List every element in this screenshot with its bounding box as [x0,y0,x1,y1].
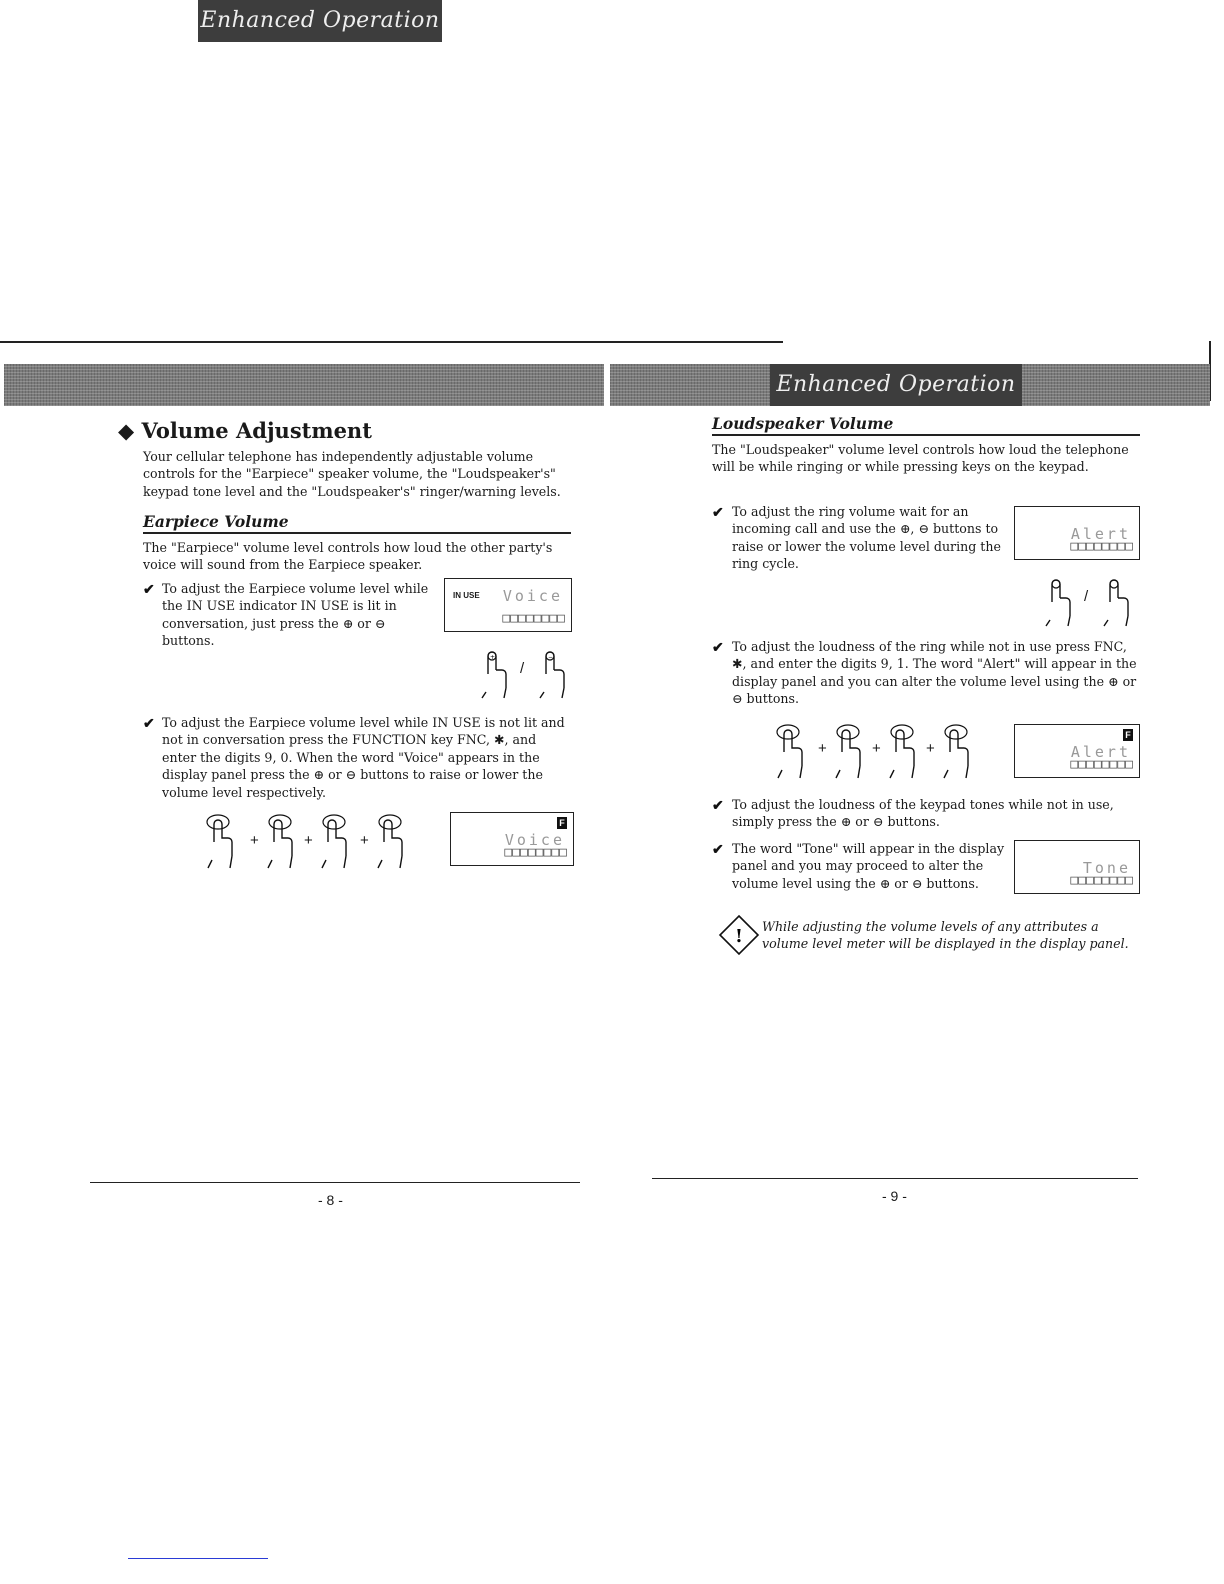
top-rule [0,341,783,343]
lcd-display-earpiece-voice [450,812,574,866]
plus-sign: + [250,832,259,849]
finger-fnc-key-icon [772,722,812,780]
check-icon: ✔ [143,716,155,732]
loudspeaker-bullet-4: The word "Tone" will appear in the display panel and you may proceed to alter the volume level using the ⊕ or ⊖ buttons. [732,841,1005,891]
banner-left-title: Enhanced Operation [198,0,442,42]
earpiece-text: The "Earpiece" volume level controls how loud the other party's voice will sound from the Earpiece speaker. [143,540,553,573]
lcd-display-tone [1014,840,1140,894]
finger-star-key-icon [830,722,870,780]
lcd-word: Alert [1070,743,1131,761]
slash-separator: / [1084,588,1089,605]
loudspeaker-text: The "Loudspeaker" volume level controls how loud the telephone will be while ringing or while pressing keys on the keypad. [712,442,1129,475]
note-exclamation: ! [735,926,743,947]
check-icon: ✔ [712,505,724,521]
banner-left-bg [4,364,604,406]
intro-paragraph: Your cellular telephone has independently adjustable volume controls for the "Earpiece" speaker volume, the "Loudspeaker's" keypad tone level and the "Loudspeaker's" ringer/warning levels. [143,449,561,499]
finger-zero-key-icon [372,812,412,870]
loudspeaker-bullet-1: To adjust the ring volume wait for an incoming call and use the ⊕, ⊖ buttons to raise or lower the volume level during the ring cycle. [732,504,1001,572]
note-text: While adjusting the volume levels of any attributes a volume level meter will be displayed in the display panel. [762,919,1129,952]
check-icon: ✔ [712,798,724,814]
loudspeaker-bullet-2: To adjust the loudness of the ring while not in use press FNC, ✱, and enter the digits 9, 1. The word "Alert" will appear in the display panel and you can alter the volume level using the ⊕ or ⊖ buttons. [732,639,1137,707]
lcd-display-alert-1 [1014,506,1140,560]
bottom-link-line [128,1558,268,1559]
right-footer-rule [652,1178,1138,1179]
banner-right-title: Enhanced Operation [770,364,1022,406]
finger-press-icon [1100,576,1134,628]
check-icon: ✔ [712,640,724,656]
plus-sign: + [872,740,881,757]
lcd-word: Voice [504,831,565,849]
finger-nine-key-icon [884,722,924,780]
warning-diamond-icon [718,914,760,956]
plus-sign: + [818,740,827,757]
finger-press-icon [478,648,512,700]
diamond-icon: ◆ [118,418,135,443]
section-title [118,418,372,443]
finger-nine-key-icon [316,812,356,870]
function-indicator: F [557,817,567,829]
lcd-level-segments: □□□□□□□□ [1070,873,1133,888]
plus-sign: + [360,832,369,849]
finger-press-icon [1042,576,1076,628]
plus-sign: + [304,832,313,849]
lcd-word: Alert [1070,525,1131,543]
finger-star-key-icon [262,812,302,870]
finger-press-icon [536,648,570,700]
svg-text:+: + [490,654,496,661]
in-use-tag: IN USE [453,591,480,600]
earpiece-heading: Earpiece Volume [143,512,289,531]
lcd-level-segments: □□□□□□□□ [502,611,565,626]
loudspeaker-rule [712,434,1140,436]
slash-separator: / [520,660,525,677]
function-indicator: F [1123,729,1133,741]
lcd-display-earpiece-inuse [444,578,572,632]
lcd-level-segments: □□□□□□□□ [1070,757,1133,772]
plus-sign: + [926,740,935,757]
earpiece-bullet-2: To adjust the Earpiece volume level while IN USE is not lit and not in conversation press the FUNCTION key FNC, ✱, and enter the digits 9, 0. When the word "Voice" appears in the display panel press the ⊕ or ⊖ buttons to raise or lower the volume level respectively. [162,715,565,800]
check-icon: ✔ [143,582,155,598]
lcd-display-alert-2 [1014,724,1140,778]
lcd-word: Tone [1082,859,1131,877]
loudspeaker-heading: Loudspeaker Volume [712,414,894,433]
earpiece-bullet-1: To adjust the Earpiece volume level while the IN USE indicator IN USE is lit in conversation, just press the ⊕ or ⊖ buttons. [162,581,429,649]
loudspeaker-bullet-3: To adjust the loudness of the keypad tones while not in use, simply press the ⊕ or ⊖ buttons. [732,797,1114,830]
page-number-left: - 8 - [318,1192,343,1208]
earpiece-rule [143,532,571,534]
svg-text:−: − [548,654,554,661]
lcd-word: Voice [502,587,563,605]
finger-one-key-icon [938,722,978,780]
left-footer-rule [90,1182,580,1183]
page-number-right: - 9 - [882,1188,907,1204]
volume-adjustment-title: Volume Adjustment [141,418,372,443]
lcd-level-segments: □□□□□□□□ [1070,539,1133,554]
finger-fnc-key-icon [202,812,242,870]
check-icon: ✔ [712,842,724,858]
lcd-level-segments: □□□□□□□□ [504,845,567,860]
